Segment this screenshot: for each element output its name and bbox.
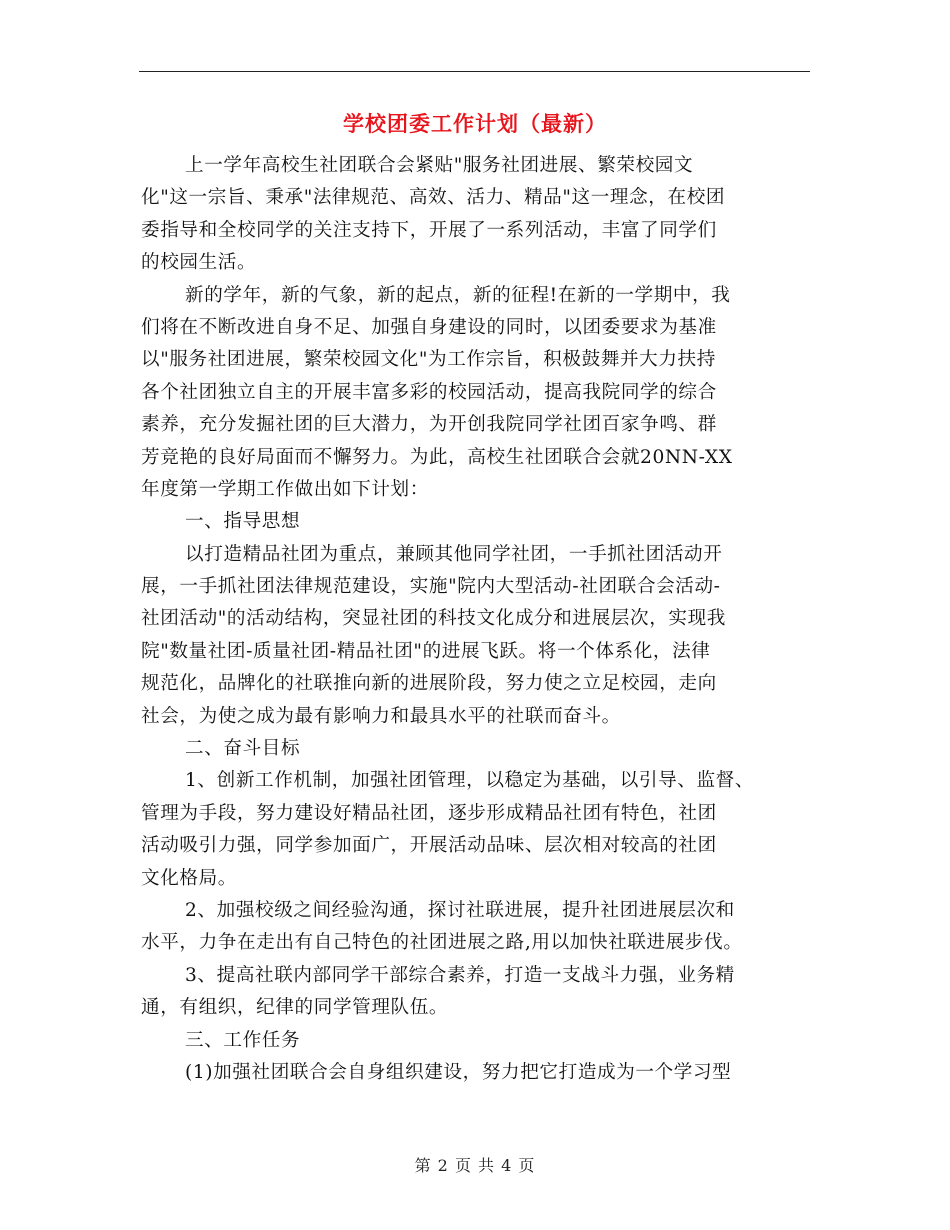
section-heading: 一、指导思想 xyxy=(185,511,301,533)
paragraph-line: 素养，充分发掘社团的巨大潜力，为开创我院同学社团百家争鸣、群 xyxy=(141,414,717,436)
header-rule xyxy=(139,71,810,72)
paragraph-line: 社会，为使之成为最有影响力和最具水平的社联而奋斗。 xyxy=(141,705,621,727)
paragraph-line: 社团活动"的活动结构，突显社团的科技文化成分和进展层次，实现我 xyxy=(141,608,726,630)
paragraph-line: 委指导和全校同学的关注支持下，开展了一系列活动，丰富了同学们 xyxy=(141,219,717,241)
paragraph-line: 文化格局。 xyxy=(141,867,237,889)
paragraph-line: 芳竞艳的良好局面而不懈努力。为此，高校生社团联合会就20NN-XX xyxy=(141,446,733,468)
paragraph-line: 院"数量社团-质量社团-精品社团"的进展飞跃。将一个体系化，法律 xyxy=(141,640,711,662)
paragraph-line: 们将在不断改进自身不足、加强自身建设的同时，以团委要求为基准 xyxy=(141,316,717,338)
document-title: 学校团委工作计划（最新） xyxy=(343,111,607,136)
paragraph-line: 年度第一学期工作做出如下计划： xyxy=(141,478,429,500)
paragraph-line: 以"服务社团进展，繁荣校园文化"为工作宗旨，积极鼓舞并大力扶持 xyxy=(141,349,716,371)
paragraph-line: 新的学年，新的气象，新的起点，新的征程!在新的一学期中，我 xyxy=(185,284,731,306)
paragraph-line: 的校园生活。 xyxy=(141,252,257,274)
paragraph-line: 活动吸引力强，同学参加面广，开展活动品味、层次相对较高的社团 xyxy=(141,835,717,857)
paragraph-line: 管理为手段，努力建设好精品社团，逐步形成精品社团有特色，社团 xyxy=(141,802,717,824)
paragraph-line: 各个社团独立自主的开展丰富多彩的校园活动，提高我院同学的综合 xyxy=(141,381,717,403)
paragraph-line: 展，一手抓社团法律规范建设，实施"院内大型活动-社团联合会活动- xyxy=(141,576,721,598)
paragraph-line: 化"这一宗旨、秉承"法律规范、高效、活力、精品"这一理念，在校团 xyxy=(141,187,726,209)
paragraph-line: 以打造精品社团为重点，兼顾其他同学社团，一手抓社团活动开 xyxy=(185,543,723,565)
section-heading: 二、奋斗目标 xyxy=(185,738,301,760)
paragraph-line: 通，有组织，纪律的同学管理队伍。 xyxy=(141,997,449,1019)
document-body xyxy=(141,150,813,1089)
paragraph-line: 1、创新工作机制，加强社团管理，以稳定为基础，以引导、监督、 xyxy=(185,770,755,792)
paragraph-line: 上一学年高校生社团联合会紧贴"服务社团进展、繁荣校园文 xyxy=(185,155,694,176)
paragraph-line: 3、提高社联内部同学干部综合素养，打造一支战斗力强，业务精 xyxy=(185,964,735,986)
paragraph-line: 2、加强校级之间经验沟通，探讨社联进展，提升社团进展层次和 xyxy=(185,899,735,921)
section-heading: 三、工作任务 xyxy=(185,1029,301,1051)
page-footer: 第 2 页 共 4 页 xyxy=(414,1156,536,1175)
paragraph-line: (1)加强社团联合会自身组织建设，努力把它打造成为一个学习型 xyxy=(185,1061,732,1083)
paragraph-line: 水平，力争在走出有自己特色的社团进展之路,用以加快社联进展步伐。 xyxy=(141,932,743,954)
paragraph-line: 规范化，品牌化的社联推向新的进展阶段，努力使之立足校园，走向 xyxy=(141,673,717,695)
